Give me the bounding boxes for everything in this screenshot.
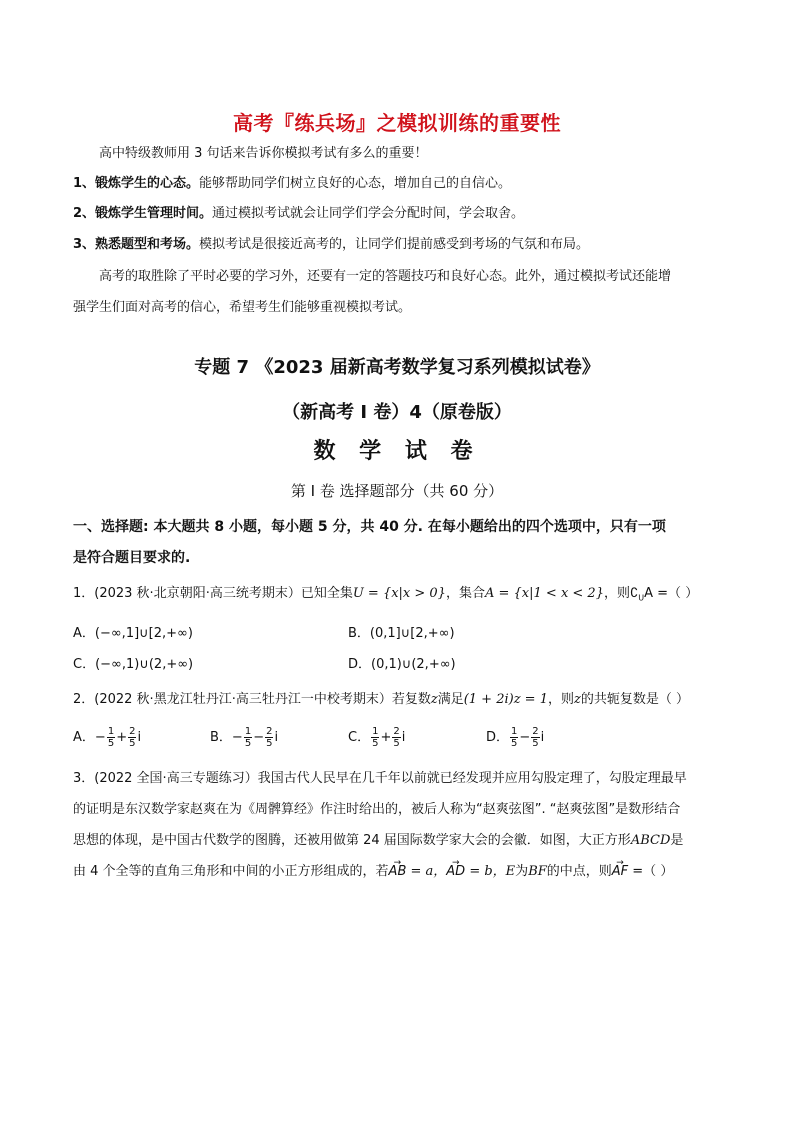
question-3-line-1: 3．(2022 全国·高三专题练习）我国古代人民早在几千年以前就已经发现并应用勾股定理了，勾股定理最早 <box>73 771 687 786</box>
operator: − <box>253 730 265 745</box>
question-2-text: 的共轭复数是（ ） <box>580 692 689 707</box>
fraction <box>265 726 273 749</box>
set-a: A = {x|1 < x < 2} <box>484 586 604 601</box>
question-2-stem <box>73 691 689 709</box>
equation: (1 + 2i)z = 1 <box>463 692 548 707</box>
point-e: E <box>505 864 516 879</box>
promo-title: 高考『练兵场』之模拟训练的重要性 <box>233 111 561 135</box>
complement-symbol: ∁ <box>630 586 639 601</box>
question-1-text: ，集合 <box>445 586 485 601</box>
vector-ab: → AB <box>389 863 407 881</box>
numerator: 1 <box>372 726 379 737</box>
numerator: 1 <box>511 726 518 737</box>
point-1-text: 能够帮助同学们树立良好的心态，增加自己的自信心。 <box>199 176 512 191</box>
operator: − <box>519 730 531 745</box>
section-title: 第 I 卷 选择题部分（共 60 分） <box>290 482 504 500</box>
numerator: 2 <box>393 726 400 737</box>
question-1-stem <box>73 585 698 608</box>
question-2-option-d <box>486 726 544 749</box>
option-label: C． <box>348 730 371 745</box>
point-1-lead: 1、锻炼学生的心态。 <box>73 176 200 191</box>
question-1-text: ，则 <box>603 586 630 601</box>
denominator: 5 <box>372 738 379 749</box>
imaginary-unit: i <box>137 730 142 745</box>
question-1-option-a: A．(−∞,1]∪[2,+∞) <box>73 626 193 641</box>
fraction <box>128 726 136 749</box>
point-2 <box>73 205 524 223</box>
question-3-line-4 <box>73 863 673 881</box>
sign: − <box>231 730 243 745</box>
imaginary-unit: i <box>274 730 279 745</box>
sign: − <box>94 730 106 745</box>
denominator: 5 <box>266 738 273 749</box>
option-label: D． <box>486 730 510 745</box>
vector-ad: → AD <box>446 863 465 881</box>
fraction <box>371 726 379 749</box>
vector-af: → AF <box>612 863 628 881</box>
question-1-text: A =（ ） <box>644 586 699 601</box>
var-z: z <box>430 692 438 707</box>
segment-bf: BF <box>528 864 547 879</box>
question-1-option-d: D．(0,1)∪(2,+∞) <box>348 657 456 672</box>
numerator: 1 <box>244 726 252 737</box>
imaginary-unit: i <box>401 730 406 745</box>
question-2-option-a <box>73 726 141 749</box>
fraction <box>531 726 539 749</box>
fraction <box>510 726 518 749</box>
vector-eq-b: = b， <box>465 864 506 879</box>
question-3-text: 是 <box>670 833 684 848</box>
denominator: 5 <box>511 738 518 749</box>
denominator: 5 <box>393 738 400 749</box>
denominator: 5 <box>532 738 539 749</box>
question-2-option-c <box>348 726 405 749</box>
vector-eq-a: = a， <box>406 864 447 879</box>
numerator: 1 <box>107 726 115 737</box>
point-1 <box>73 175 511 193</box>
question-2-text: ，则 <box>547 692 574 707</box>
exam-subtitle: （新高考 I 卷）4（原卷版） <box>282 402 512 423</box>
denominator: 5 <box>244 738 252 749</box>
exam-title: 专题 7 《2023 届新高考数学复习系列模拟试卷》 <box>194 357 600 378</box>
denominator: 5 <box>107 738 115 749</box>
point-2-text: 通过模拟考试就会让同学们学会分配时间，学会取舍。 <box>212 206 525 221</box>
option-label: A． <box>73 730 95 745</box>
point-3 <box>73 236 589 254</box>
question-2-text: 满足 <box>437 692 464 707</box>
question-2-text: 2．(2022 秋·黑龙江牡丹江·高三牡丹江一中校考期末）若复数 <box>73 692 431 707</box>
var-z: z <box>574 692 581 707</box>
question-3-text: 为 <box>515 864 529 879</box>
intro-line: 高中特级教师用 3 句话来告诉你模拟考试有多么的重要！ <box>99 146 428 161</box>
option-label: B． <box>210 730 232 745</box>
set-u: U = {x|x > 0} <box>352 586 446 601</box>
instructions-line-1: 一、选择题: 本大题共 8 小题，每小题 5 分，共 40 分. 在每小题给出的四个选项中，只有一项 <box>73 519 666 535</box>
point-3-text: 模拟考试是很接近高考的，让同学们提前感受到考场的气氛和布局。 <box>199 237 590 252</box>
question-1-option-c: C．(−∞,1)∪(2,+∞) <box>73 657 194 672</box>
numerator: 2 <box>129 726 136 737</box>
question-3-text: 的中点，则 <box>546 864 612 879</box>
question-3-text: 由 4 个全等的直角三角形和中间的小正方形组成的，若 <box>73 864 389 879</box>
denominator: 5 <box>129 738 136 749</box>
point-2-lead: 2、锻炼学生管理时间。 <box>73 206 213 221</box>
numerator: 2 <box>532 726 539 737</box>
fraction <box>107 726 115 749</box>
imaginary-unit: i <box>540 730 545 745</box>
complement-subscript: U <box>638 593 645 603</box>
fraction <box>392 726 400 749</box>
point-3-lead: 3、熟悉题型和考场。 <box>73 237 200 252</box>
question-3-line-2: 的证明是东汉数学家赵爽在为《周髀算经》作注时给出的，被后人称为“赵爽弦图”. “赵爽弦图”是数形结合 <box>73 802 681 817</box>
question-3-line-3 <box>73 832 683 850</box>
numerator: 2 <box>266 726 273 737</box>
intro-paragraph-line-1: 高考的取胜除了平时必要的学习外，还要有一定的答题技巧和良好心态。此外，通过模拟考试还能增 <box>99 269 672 284</box>
question-2-option-b <box>210 726 278 749</box>
operator: + <box>380 730 392 745</box>
intro-paragraph-line-2: 强学生们面对高考的信心，希望考生们能够重视模拟考试。 <box>73 300 412 315</box>
question-3-text: 思想的体现，是中国古代数学的图腾，还被用做第 24 届国际数学家大会的会徽．如图，大正方形 <box>73 833 631 848</box>
question-1-text: 1．(2023 秋·北京朝阳·高三统考期末）已知全集 <box>73 586 353 601</box>
fraction <box>244 726 252 749</box>
question-1-option-b: B．(0,1]∪[2,+∞) <box>348 626 455 641</box>
operator: + <box>116 730 128 745</box>
instructions-line-2: 是符合题目要求的. <box>73 550 191 566</box>
square-abcd: ABCD <box>630 833 671 848</box>
exam-subject-title: 数 学 试 卷 <box>313 439 481 464</box>
question-3-text: =（ ） <box>628 864 674 879</box>
